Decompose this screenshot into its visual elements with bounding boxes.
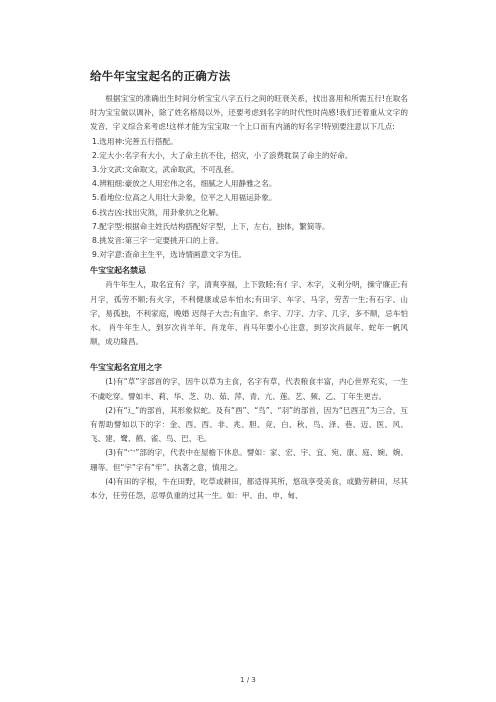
- section-spacer: [90, 349, 408, 359]
- list-item: 3.分文武:文命取文，武命取武，不可乱套。: [92, 165, 239, 175]
- list-item: 6.找吉凶:找出灾煞，用卦象抗之化解。: [92, 207, 224, 217]
- suitable-paragraph-1: (1)有“草”字部首的字，因牛以草为主食，名字有草，代表粮食丰富，内心世界充实，一生不虞吃穿。譬如丰、莉、华、芝、功、茹、萍、青、亢、莲。艺、频、乙、丁年生更吉。: [90, 377, 408, 401]
- document-content: [90, 68, 408, 503]
- list-item: 8.挑发音:第三字一定要挑开口的上音。: [92, 236, 224, 246]
- page-title: 给牛年宝宝起名的正确方法: [90, 69, 231, 83]
- list-item: 9.对字意:查命主生平，选诗情画意文字为佳。: [92, 250, 247, 260]
- list-item: 5.看地位:位高之人用壮大卦象，位平之人用福运卦象。: [92, 193, 277, 203]
- list-item: 1.选用神:完善五行搭配。: [92, 136, 178, 146]
- rules-list: [90, 135, 408, 263]
- list-item: 4.辨粗细:豪放之人用宏伟之名，细腻之人用静雅之名。: [92, 179, 277, 189]
- intro-paragraph: 根据宝宝的准确出生时间分析宝宝八字五行之间的旺衰关系，找出喜用和所需五行!在取名时为宝宝做以调补，除了姓名格局以外，还要考虑到名字的时代性时尚感!我们还着重从文字的发音、字义综合来考虑!这样才能为宝宝取一个上口而有内涵的好名字!特别要注意以下几点:: [90, 94, 408, 132]
- page-number: 1 / 3: [240, 676, 256, 684]
- list-item: 7.配字型:根据命主姓氏结构搭配好字型，上下，左右，独体，繁简等。: [92, 221, 330, 231]
- suitable-paragraph-4: (4)有田的字根，牛在田野，吃草或耕田，都适得其所，悠哉享受美食，或勤劳耕田，尽其本分，任劳任怨，忍辱负重的过其一生。如：甲、由、申、甸、: [90, 476, 408, 501]
- suitable-paragraph-2: (2)有“辶”的部首，其形象似蛇。及有“酉”、“鸟”、“羽”的部首，因为“巳酉丑”为三合，互有帮助譬如以下的字：金、西、西、非、兆、胆、竞、白、秋、鸟、泽、巷、迈、医、风、飞、建、鹭、鹤、雀、鸟、巴、毛。: [90, 405, 408, 444]
- list-item: 2.定大小:名字有大小，大了命主抗不住，招灾，小了浪费耽误了命主的好命。: [92, 150, 353, 160]
- taboo-heading: 牛宝宝起名禁忌: [90, 266, 146, 276]
- taboo-paragraph: 肖牛年生人，取名宜有氵字，清爽享福，上下敦睦;有亻字、木字，义利分明，操守廉正;有月字，孤劳不顺;有火字，不利健康或忌车怕水;有田字、车字、马字，劳苦一生;有石字、山字，易孤独，不利家庭，晚婚 迟得子大吉;有血字、糸字、刀字、力字、几字，多不顺，忌车怕水。 肖牛年生人，到岁次肖羊年、肖龙年、肖马年要小心注意，到岁次肖鼠年、蛇年一帆风顺，成功隆昌。: [90, 280, 408, 347]
- suitable-heading: 牛宝宝起名宜用之字: [90, 363, 162, 373]
- suitable-paragraph-3: (3)有“宀”部的字，代表中在屋檐下休息。譬如：家、宏、宇、宜、宛、康、庭、婉、婉、珊等。但“宇”字有“牢”。执著之意，慎用之。: [90, 448, 408, 472]
